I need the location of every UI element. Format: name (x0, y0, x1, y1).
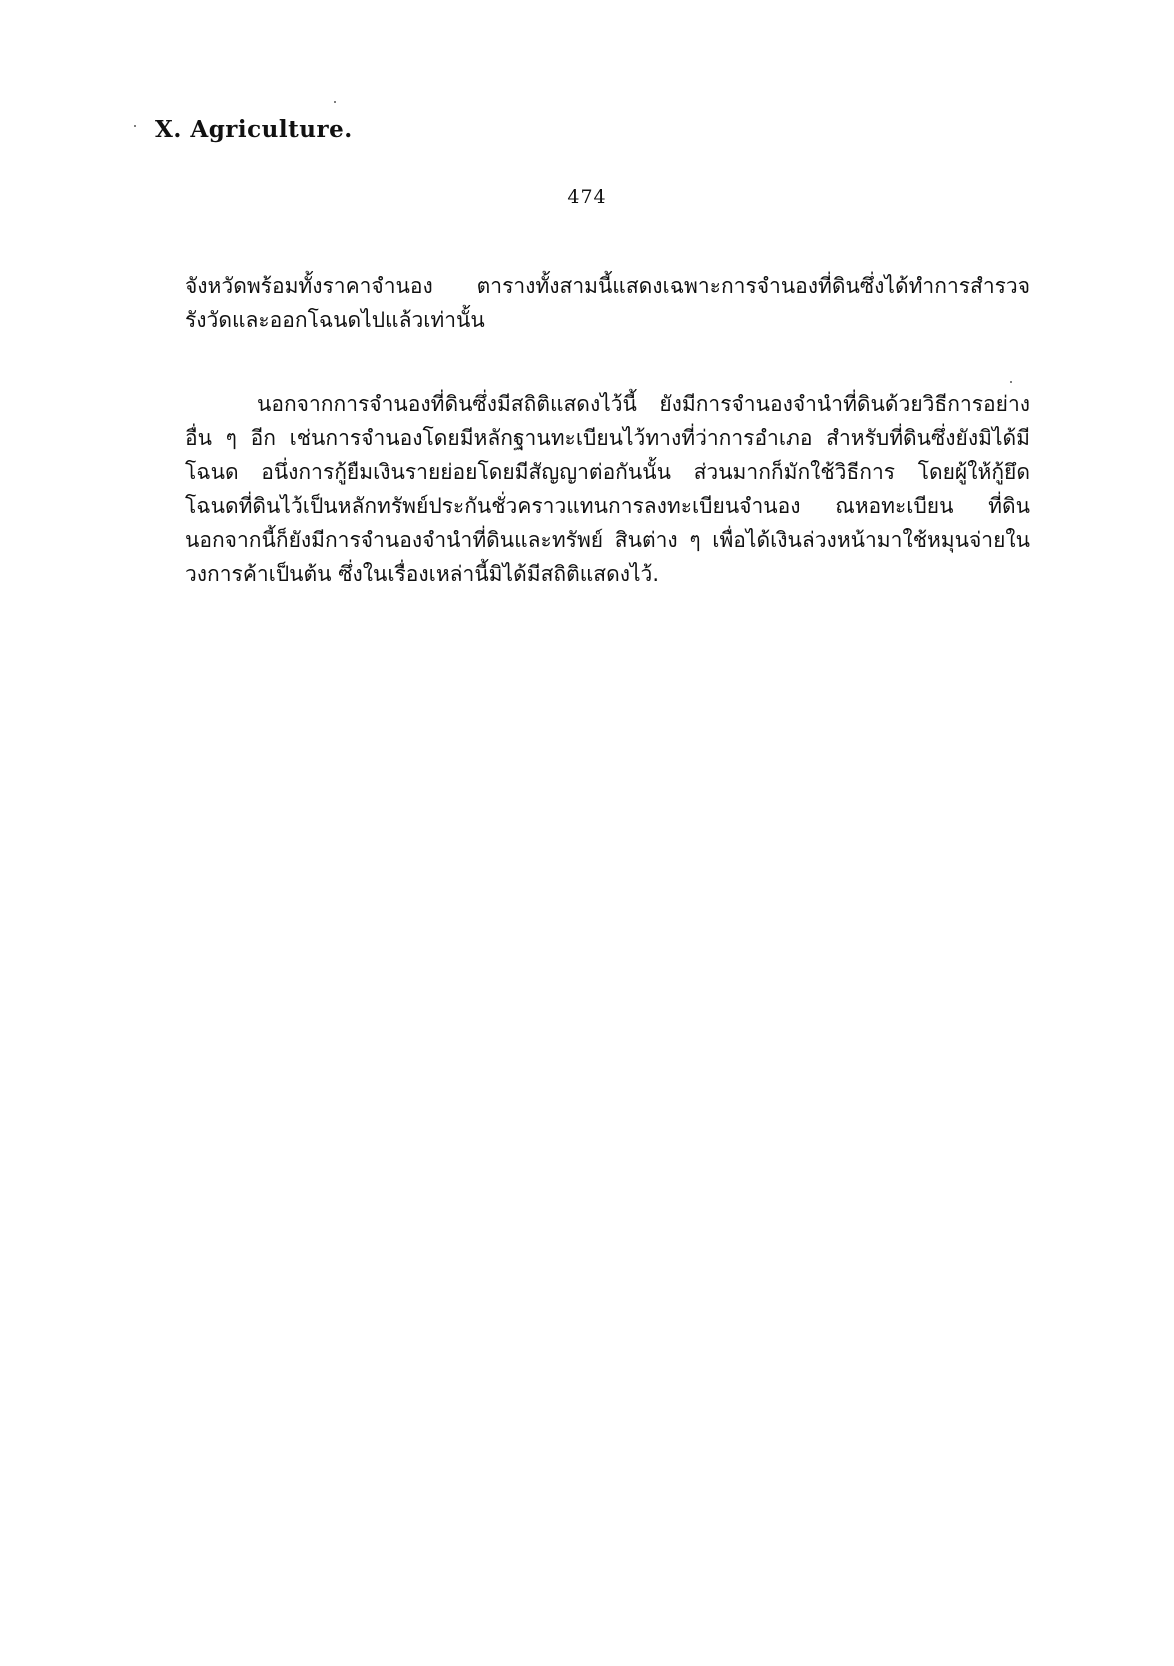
paragraph: นอกจากการจำนองที่ดินซึ่งมีสถิติแสดงไว้นี้ ยังมีการจำนองจำนำที่ดินด้วยวิธีการอย่างอื่น ๆ อีก เช่นการจำนองโดยมีหลักฐานทะเบียนไว้ทางที่ว่าการอำเภอ สำหรับที่ดินซึ่งยังมิได้มีโฉนด อนึ่งการกู้ยืมเงินรายย่อยโดยมีสัญญาต่อกันนั้น ส่วนมากก็มักใช้วิธีการ โดยผู้ให้กู้ยึดโฉนดที่ดินไว้เป็นหลักทรัพย์ประกันชั่วคราวแทนการลงทะเบียนจำนอง ณหอทะเบียน ที่ดิน นอกจากนี้ก็ยังมีการจำนองจำนำที่ดินและทรัพย์ สินต่าง ๆ เพื่อได้เงินล่วงหน้ามาใช้หมุนจ่ายในวงการค้าเป็นต้น ซึ่งในเรื่องเหล่านี้มิได้มีสถิติแสดงไว้. (185, 392, 1030, 586)
scan-speck (134, 125, 136, 127)
section-heading: X. Agriculture. (155, 116, 353, 143)
scan-speck (1010, 381, 1012, 383)
scan-speck (334, 101, 336, 103)
page-number: 474 (567, 186, 607, 208)
paragraph: จังหวัดพร้อมทั้งราคาจำนอง ตารางทั้งสามนี้แสดงเฉพาะการจำนองที่ดินซึ่งได้ทำการสำรวจรังวัดและออกโฉนดไปแล้วเท่านั้น (185, 274, 1030, 332)
